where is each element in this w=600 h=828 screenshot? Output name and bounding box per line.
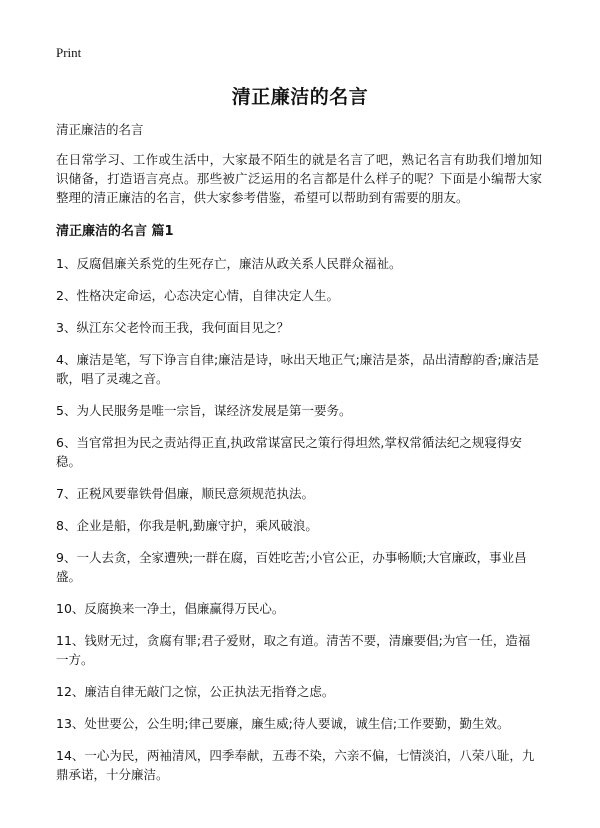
quote-item: 2、性格决定命运，心态决定心情，自律决定人生。 — [56, 288, 339, 303]
section-heading: 清正廉洁的名言 篇1 — [56, 224, 174, 239]
article-body — [56, 120, 542, 797]
quote-item: 14、一心为民，两袖清风，四季奉献，五毒不染，六亲不偏，七情淡泊，八荣八耻，九鼎承诺，十分廉洁。 — [56, 748, 535, 782]
article-subtitle: 清正廉洁的名言 — [56, 122, 144, 137]
quote-item: 6、当官常担为民之责站得正直,执政常谋富民之策行得坦然,掌权常循法纪之规寝得安稳。 — [56, 435, 522, 469]
quote-item: 11、钱财无过，贪腐有罪;君子爱财，取之有道。清苦不要，清廉要倡;为官一任，造福一方。 — [56, 633, 531, 667]
quote-item: 1、反腐倡廉关系党的生死存亡，廉洁从政关系人民群众福祉。 — [56, 256, 402, 271]
quote-item: 8、企业是船，你我是帆,勤廉守护，乘风破浪。 — [56, 518, 318, 533]
quote-item: 4、廉洁是笔，写下诤言自律;廉洁是诗，咏出天地正气;廉洁是茶，品出清醇韵香;廉洁是歌，唱了灵魂之音。 — [56, 352, 540, 386]
page-title: 清正廉洁的名言 — [231, 86, 369, 108]
quote-item: 7、正税风要靠铁骨倡廉，顺民意须规范执法。 — [56, 486, 314, 501]
intro-paragraph: 在日常学习、工作或生活中，大家最不陌生的就是名言了吧，熟记名言有助我们增加知识储备，打造语言亮点。那些被广泛运用的名言都是什么样子的呢？下面是小编帮大家整理的清正廉洁的名言，供大家参考借鉴，希望可以帮助到有需要的朋友。 — [56, 152, 542, 205]
print-link[interactable]: Print — [56, 45, 82, 60]
quote-list — [56, 254, 542, 784]
quote-item: 13、处世要公，公生明;律己要廉，廉生威;待人要诚，诚生信;工作要勤，勤生效。 — [56, 716, 510, 731]
quote-item: 12、廉洁自律无敲门之惊，公正执法无指脊之虑。 — [56, 684, 335, 699]
quote-item: 5、为人民服务是唯一宗旨，谋经济发展是第一要务。 — [56, 403, 352, 418]
quote-item: 3、纵江东父老怜而王我，我何面目见之？ — [56, 320, 289, 335]
quote-item: 9、一人去贪，全家遭殃;一群在腐，百姓吃苦;小官公正，办事畅顺;大官廉政，事业昌盛。 — [56, 550, 527, 584]
quote-item: 10、反腐换来一净土，倡廉赢得万民心。 — [56, 601, 285, 616]
